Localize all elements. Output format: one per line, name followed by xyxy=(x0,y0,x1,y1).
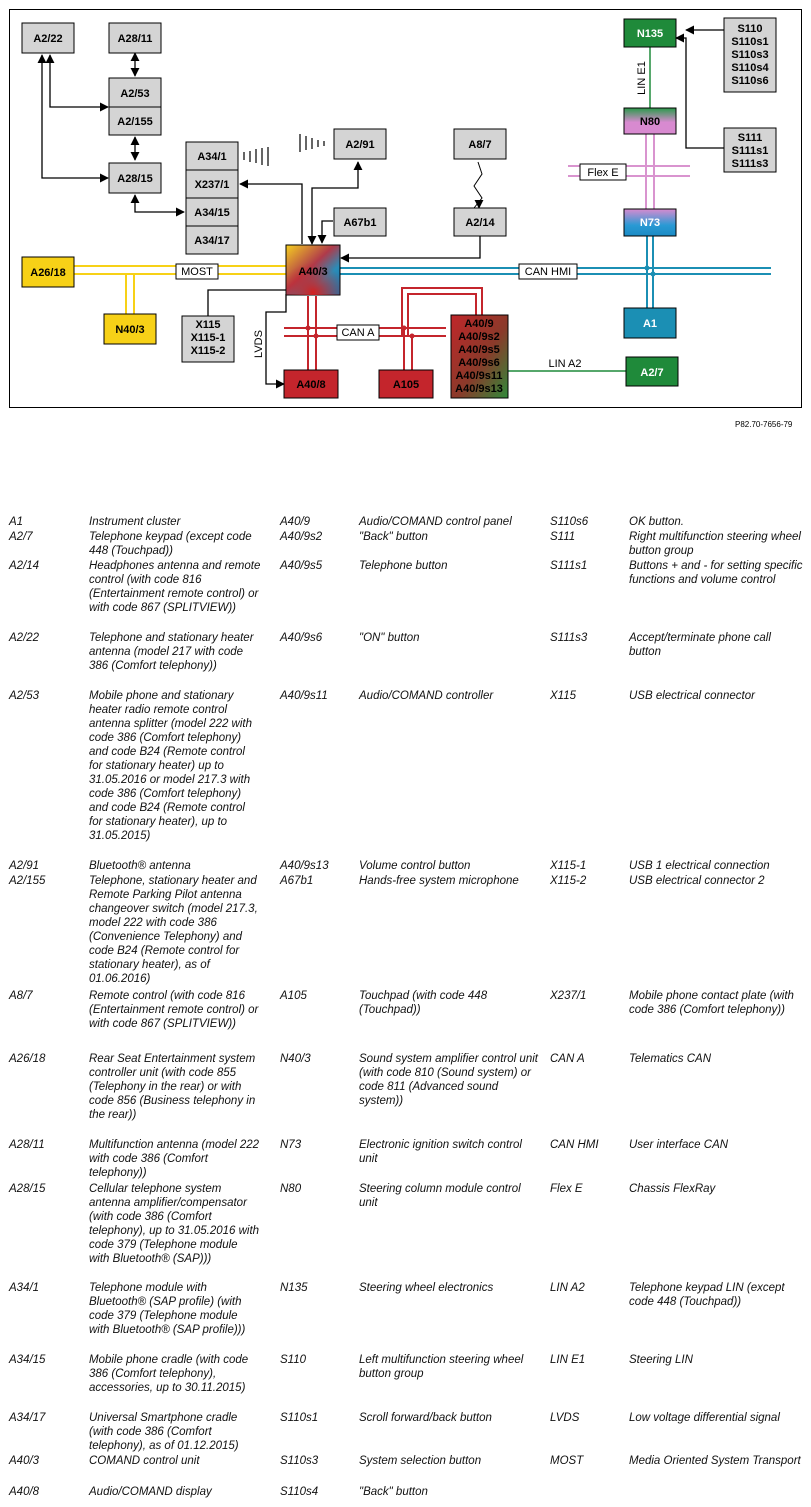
legend-description: Chassis FlexRay xyxy=(629,1183,716,1195)
legend-key: Flex E xyxy=(550,1183,583,1195)
legend-description: Telephone keypad LIN (except code 448 (Touchpad)) xyxy=(629,1282,785,1308)
legend-description: USB electrical connector 2 xyxy=(629,875,765,887)
legend-key: A40/9s6 xyxy=(280,632,323,644)
legend-description: Scroll forward/back button xyxy=(359,1412,492,1424)
legend-key: S111s3 xyxy=(550,632,588,644)
legend-description: Audio/COMAND controller xyxy=(359,690,494,702)
legend-key: A40/3 xyxy=(9,1455,40,1467)
svg-text:A40/9s11: A40/9s11 xyxy=(455,370,503,382)
legend-key: MOST xyxy=(550,1455,584,1467)
svg-text:A40/9s6: A40/9s6 xyxy=(458,357,500,369)
legend-description: System selection button xyxy=(359,1455,482,1467)
legend-description: Cellular telephone system antenna amplifier/compensator (with code 386 (Comfort telephony), up to 31.05.2016 with code 379 (Telephone module with Bluetooth® (SAP))) xyxy=(89,1183,260,1265)
label-lvds: LVDS xyxy=(253,330,265,358)
svg-text:S111s3: S111s3 xyxy=(731,158,769,170)
svg-text:X237/1: X237/1 xyxy=(194,179,230,191)
label-can-a xyxy=(337,325,379,340)
legend-description: Multifunction antenna (model 222 with code 386 (Comfort telephony)) xyxy=(89,1139,260,1179)
svg-text:A40/9: A40/9 xyxy=(464,318,494,330)
legend-key: S110s6 xyxy=(550,516,589,528)
box-a2-91 xyxy=(334,129,386,159)
legend-key: LIN A2 xyxy=(550,1282,585,1294)
legend-key: X115-2 xyxy=(550,875,587,887)
legend-key: N80 xyxy=(280,1183,302,1195)
box-a26-18 xyxy=(22,257,74,287)
legend-description: Telematics CAN xyxy=(629,1053,712,1065)
legend-description: Bluetooth® antenna xyxy=(89,860,191,872)
svg-text:S110s1: S110s1 xyxy=(731,36,769,48)
legend-description: Audio/COMAND control panel xyxy=(359,516,512,528)
can-hmi-junction xyxy=(645,266,650,271)
svg-text:A40/3: A40/3 xyxy=(298,266,328,278)
box-n135 xyxy=(624,19,676,47)
legend-description: Mobile phone and stationary heater radio remote control antenna splitter (model 222 with code 386 (Comfort telephony) and code B24 (Remote control for stationary heater) up to 31.05.2016 or model 217.3 with code 386 (Comfort telephony) and code B24 (Remote control for stationary heater), up to 31.05.2015) xyxy=(89,690,253,842)
box-a67b1 xyxy=(334,208,386,236)
legend-key: S110s4 xyxy=(280,1486,319,1498)
box-x237-1 xyxy=(186,170,238,198)
legend-key: S110s1 xyxy=(280,1412,319,1424)
legend-key: A40/9s2 xyxy=(280,531,323,543)
legend-description: Low voltage differential signal xyxy=(629,1412,780,1424)
label-lin-a2: LIN A2 xyxy=(548,358,582,370)
legend-description: Hands-free system microphone xyxy=(359,875,519,887)
legend-description: Telephone, stationary heater and Remote Parking Pilot antenna changeover switch (model 217.3, model 222 with code 386 (Convenience Telephony) and code B24 (Remote control for stationary heater), as of 01.06.2016) xyxy=(89,875,258,985)
svg-text:N80: N80 xyxy=(639,116,661,128)
legend-key: A2/155 xyxy=(9,875,46,887)
legend-key: N73 xyxy=(280,1139,302,1151)
legend-key: X115 xyxy=(550,690,577,702)
legend-key: A40/9s11 xyxy=(280,690,328,702)
svg-text:S110s6: S110s6 xyxy=(731,75,769,87)
can-a-junction xyxy=(314,334,319,339)
legend-description: Mobile phone cradle (with code 386 (Comfort telephony), accessories, up to 30.11.2015) xyxy=(89,1354,249,1394)
svg-text:CAN HMI: CAN HMI xyxy=(524,266,572,278)
box-n40-3 xyxy=(104,314,156,344)
svg-text:A40/9s2: A40/9s2 xyxy=(458,331,500,343)
svg-text:X115-1: X115-1 xyxy=(190,332,226,344)
legend-key: S110s3 xyxy=(280,1455,319,1467)
legend-description: Buttons + and - for setting specific functions and volume control xyxy=(629,560,803,586)
wiring-diagram xyxy=(0,0,811,440)
legend-description: Electronic ignition switch control unit xyxy=(359,1139,522,1165)
legend-description: "Back" button xyxy=(359,531,428,543)
legend-key: A1 xyxy=(9,516,24,528)
svg-text:X115-2: X115-2 xyxy=(190,345,226,357)
legend-key: A2/7 xyxy=(9,531,33,543)
svg-text:A2/7: A2/7 xyxy=(640,367,664,379)
box-s111 xyxy=(724,128,776,172)
legend-key: N135 xyxy=(280,1282,308,1294)
legend-description: Remote control (with code 816 (Entertainment remote control) or with code 867 (SPLITVIEW)) xyxy=(89,990,259,1030)
legend-description: Universal Smartphone cradle (with code 386 (Comfort telephony), as of 01.12.2015) xyxy=(89,1412,239,1452)
svg-text:S110: S110 xyxy=(737,23,763,35)
box-s110 xyxy=(724,18,776,92)
can-a-junction xyxy=(402,326,407,331)
box-a40-8 xyxy=(284,370,338,398)
legend-key: A2/14 xyxy=(9,560,40,572)
svg-text:A40/8: A40/8 xyxy=(296,379,326,391)
legend-key: A34/17 xyxy=(9,1412,46,1424)
legend-description: User interface CAN xyxy=(629,1139,729,1151)
legend-key: A34/1 xyxy=(9,1282,40,1294)
label-lin-e1: LIN E1 xyxy=(636,61,648,95)
box-a40-3 xyxy=(286,245,340,295)
box-a1 xyxy=(624,308,676,338)
legend-description: Headphones antenna and remote control (with code 816 (Entertainment remote control) or with code 867 (SPLITVIEW)) xyxy=(89,560,261,614)
legend-description: Touchpad (with code 448 (Touchpad)) xyxy=(359,990,488,1016)
legend-description: Right multifunction steering wheel button group xyxy=(629,531,801,557)
legend-description: Sound system amplifier control unit (with code 810 (Sound system) or code 811 (Advanced sound system)) xyxy=(359,1053,538,1107)
legend-key: X237/1 xyxy=(550,990,587,1002)
legend-key: A40/8 xyxy=(9,1486,40,1498)
diagram-reference-code: P82.70-7656-79 xyxy=(735,420,793,429)
svg-text:A105: A105 xyxy=(392,379,420,391)
box-a2-14 xyxy=(454,208,506,236)
svg-text:S110s4: S110s4 xyxy=(731,62,769,74)
legend-description: Rear Seat Entertainment system controller unit (with code 855 (Telephony in the rear) or with code 856 (Business telephony in the rear)) xyxy=(89,1053,256,1121)
box-a105 xyxy=(379,370,433,398)
box-a34-1 xyxy=(186,142,238,170)
box-a28-15 xyxy=(109,163,161,193)
box-x115 xyxy=(182,316,234,362)
legend-description: Telephone module with Bluetooth® (SAP profile) (with code 379 (Telephone module with Bluetooth® (SAP profile))) xyxy=(89,1282,246,1336)
legend-key: S111s1 xyxy=(550,560,588,572)
svg-text:A2/155: A2/155 xyxy=(117,116,153,128)
box-a34-15 xyxy=(186,198,238,226)
can-a-junction xyxy=(410,334,415,339)
legend-description: COMAND control unit xyxy=(89,1455,200,1467)
svg-text:A34/15: A34/15 xyxy=(194,207,230,219)
legend-key: A40/9s5 xyxy=(280,560,323,572)
legend-description: Instrument cluster xyxy=(89,516,181,528)
legend-description: USB 1 electrical connection xyxy=(629,860,770,872)
box-a2-7 xyxy=(626,357,678,386)
legend-key: A8/7 xyxy=(9,990,33,1002)
legend-key: A28/15 xyxy=(9,1183,46,1195)
legend-key: A105 xyxy=(280,990,307,1002)
legend-key: LVDS xyxy=(550,1412,580,1424)
label-most xyxy=(176,264,218,279)
svg-text:Flex E: Flex E xyxy=(587,167,619,179)
legend-description: Steering wheel electronics xyxy=(359,1282,494,1294)
legend-key: A2/22 xyxy=(9,632,40,644)
legend-description: Accept/terminate phone call button xyxy=(629,632,771,658)
legend-description: Telephone button xyxy=(359,560,448,572)
diagram-frame xyxy=(10,10,802,408)
legend-description: Mobile phone contact plate (with code 386 (Comfort telephony)) xyxy=(629,990,794,1016)
box-a34-17 xyxy=(186,226,238,254)
legend-description: USB electrical connector xyxy=(629,690,755,702)
svg-text:A1: A1 xyxy=(642,318,658,330)
svg-text:A2/14: A2/14 xyxy=(465,217,495,229)
legend-key: CAN A xyxy=(550,1053,585,1065)
box-a40-9 xyxy=(451,315,508,398)
svg-text:S111s1: S111s1 xyxy=(731,145,769,157)
legend-description: "ON" button xyxy=(359,632,420,644)
legend-key: A67b1 xyxy=(280,875,314,887)
box-a8-7 xyxy=(454,129,506,159)
legend-description: OK button. xyxy=(629,516,684,528)
legend-key: A2/91 xyxy=(9,860,40,872)
legend-key: A34/15 xyxy=(9,1354,46,1366)
legend-key: X115-1 xyxy=(550,860,587,872)
svg-text:A67b1: A67b1 xyxy=(343,217,377,229)
svg-text:X115: X115 xyxy=(195,319,221,331)
svg-text:A40/9s5: A40/9s5 xyxy=(458,344,500,356)
svg-text:A28/15: A28/15 xyxy=(117,173,153,185)
svg-text:CAN A: CAN A xyxy=(341,327,375,339)
legend-description: Left multifunction steering wheel button group xyxy=(359,1354,524,1380)
svg-text:A28/11: A28/11 xyxy=(117,33,153,45)
label-can-hmi xyxy=(519,264,577,279)
legend-description: Volume control button xyxy=(359,860,471,872)
legend-key: CAN HMI xyxy=(550,1139,599,1151)
svg-text:N73: N73 xyxy=(639,217,661,229)
svg-text:A8/7: A8/7 xyxy=(468,139,492,151)
svg-text:MOST: MOST xyxy=(181,266,213,278)
legend-description: Steering LIN xyxy=(629,1354,693,1366)
legend-description: Media Oriented System Transport xyxy=(629,1455,801,1467)
svg-text:A26/18: A26/18 xyxy=(30,267,66,279)
legend-key: A2/53 xyxy=(9,690,40,702)
svg-text:A34/17: A34/17 xyxy=(194,235,230,247)
box-a2-155 xyxy=(109,107,161,135)
legend-key: LIN E1 xyxy=(550,1354,586,1366)
label-flex-e xyxy=(580,164,626,180)
can-hmi-junction xyxy=(651,272,656,277)
legend-key: A26/18 xyxy=(9,1053,46,1065)
svg-text:N135: N135 xyxy=(636,28,664,40)
legend-key: A28/11 xyxy=(9,1139,45,1151)
box-a2-22 xyxy=(22,23,74,53)
svg-text:A40/9s13: A40/9s13 xyxy=(455,383,503,395)
legend-key: S111 xyxy=(550,531,576,543)
box-a28-11 xyxy=(109,23,161,53)
legend-key: A40/9 xyxy=(280,516,311,528)
svg-text:A2/91: A2/91 xyxy=(345,139,375,151)
can-a-junction xyxy=(306,326,311,331)
legend-description: Steering column module control unit xyxy=(359,1183,521,1209)
svg-text:S110s3: S110s3 xyxy=(731,49,769,61)
legend-description: Audio/COMAND display xyxy=(89,1486,212,1498)
legend-key: S110 xyxy=(280,1354,307,1366)
svg-text:A2/22: A2/22 xyxy=(33,33,63,45)
svg-text:N40/3: N40/3 xyxy=(115,324,145,336)
svg-text:A34/1: A34/1 xyxy=(197,151,227,163)
svg-text:S111: S111 xyxy=(737,132,763,144)
legend-description: Telephone and stationary heater antenna (model 217 with code 386 (Comfort telephony)) xyxy=(89,632,254,672)
svg-text:A2/53: A2/53 xyxy=(120,88,150,100)
legend-description: "Back" button xyxy=(359,1486,428,1498)
legend-key: A40/9s13 xyxy=(280,860,329,872)
legend-key: N40/3 xyxy=(280,1053,311,1065)
legend-description: Telephone keypad (except code 448 (Touchpad)) xyxy=(89,531,252,557)
box-n73 xyxy=(624,209,676,236)
box-n80 xyxy=(624,108,676,134)
box-a2-53 xyxy=(109,78,161,107)
